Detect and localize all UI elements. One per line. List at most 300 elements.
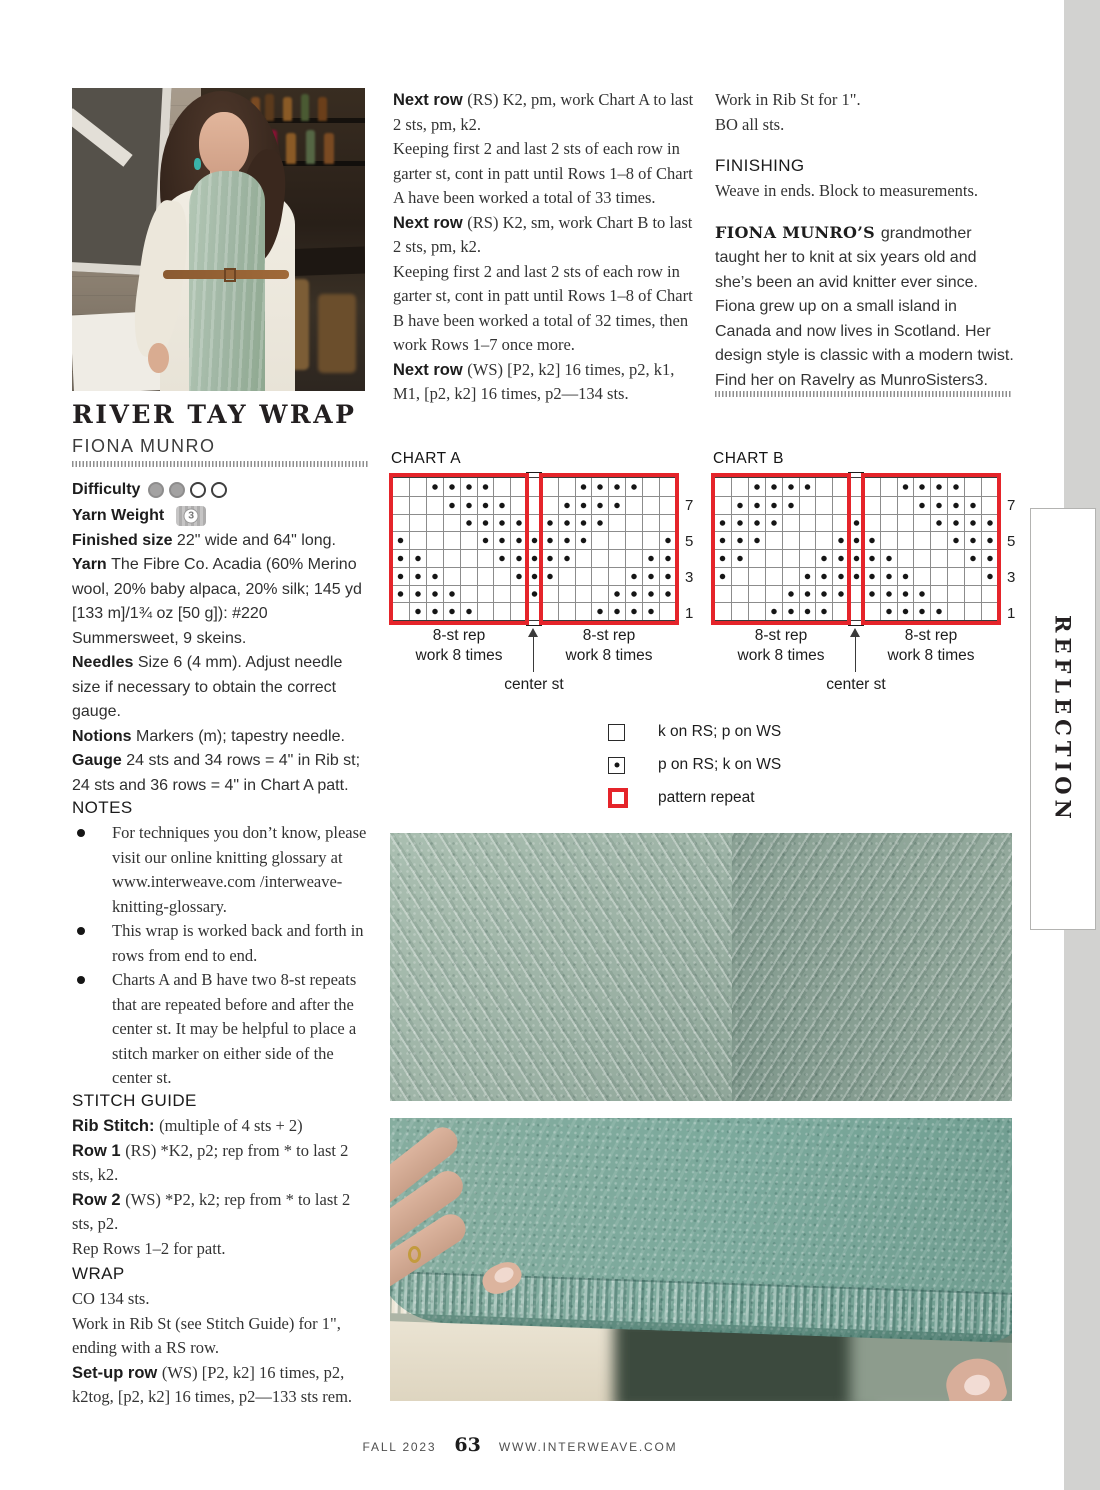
chart-cell: [964, 478, 981, 496]
wrap-paragraph-text: (WS) [P2, k2] 16 times, p2, k2tog, [p2, k2] 16 times, p2—133 sts rem.: [72, 1362, 353, 1406]
chart-cell: [608, 567, 625, 585]
chart-cell: [625, 602, 642, 620]
chart-cell: [981, 567, 998, 585]
legend-label: p on RS; k on WS: [658, 756, 782, 773]
note-item: [72, 968, 372, 1091]
chart-cell: [799, 531, 816, 549]
chart-cell: [897, 602, 914, 620]
chart-cell: [642, 585, 659, 603]
chart-cell: [714, 549, 731, 567]
repeat-caption-line: 8-st rep: [582, 627, 636, 644]
chart-cell: [493, 496, 510, 514]
chart-cell: [815, 567, 832, 585]
chart-cell: [409, 514, 426, 532]
repeat-caption-line: 8-st rep: [904, 627, 958, 644]
photo-bottle: [283, 97, 292, 121]
chart-cell: [541, 478, 558, 496]
chart-cell: [863, 478, 880, 496]
chart-cell: [863, 531, 880, 549]
chart-cell: [964, 567, 981, 585]
chart-cell: [443, 531, 460, 549]
chart-cell: [477, 496, 494, 514]
chart-cell: [981, 585, 998, 603]
chart-row-number: 3: [685, 569, 694, 586]
wrap-paragraph: [72, 1312, 372, 1361]
chart-cell: [392, 531, 409, 549]
chart-cell: [558, 602, 575, 620]
wrap-paragraph-text: Work in Rib St (see Stitch Guide) for 1", ending with a RS row.: [72, 1313, 341, 1357]
chart-cell: [964, 549, 981, 567]
fabric-edge: [390, 1118, 1012, 1344]
stitch-guide-text: (WS) *P2, k2; rep from * to last 2 sts, p2.: [72, 1189, 351, 1233]
chart-cell: [460, 514, 477, 532]
legend-row: [608, 722, 781, 742]
chart-cell: [832, 602, 849, 620]
chart-cell: [964, 585, 981, 603]
chart-cell: [782, 585, 799, 603]
materials-item-text: The Fibre Co. Acadia (60% Merino wool, 20% baby alpaca, 20% silk; 145 yd [133 m]/1¾ oz [50 g]): #220 Summersweet, 9 skeins.: [72, 556, 362, 647]
center-stitch-arrow: [855, 632, 856, 672]
chart-cell: [510, 496, 527, 514]
chart-cell: [575, 514, 592, 532]
chart-cell: [880, 514, 897, 532]
chart-cell: [748, 478, 765, 496]
chart-cell: [460, 585, 477, 603]
photo-bottle: [286, 133, 296, 163]
chart-cell: [765, 585, 782, 603]
photo-model-face: [199, 112, 249, 176]
chart-cell: [880, 496, 897, 514]
chart-cell: [527, 549, 541, 567]
chart-legend: [608, 722, 781, 821]
chart-cell: [714, 514, 731, 532]
chart-cell: [849, 514, 863, 532]
chart-cell: [608, 585, 625, 603]
designer-bio-text: grandmother taught her to knit at six years old and she’s been an avid knitter ever since. Fiona grew up on a small island in Canada and now lives in Scotland. Her design style is classic with a modern twist. Find her on Ravelry as MunroSisters3.: [715, 224, 1014, 389]
chart-cell: [849, 602, 863, 620]
chart-cell: [625, 567, 642, 585]
chart-row-number: 5: [1007, 533, 1016, 550]
chart-cell: [714, 602, 731, 620]
chart-cell: [510, 478, 527, 496]
instructions-body: [393, 88, 701, 407]
chart-cell: [765, 496, 782, 514]
chart-cell: [575, 602, 592, 620]
instruction-lead: Next row: [393, 360, 463, 379]
materials-item-text: 22" wide and 64" long.: [176, 531, 336, 549]
stitch-guide-row: [72, 1139, 372, 1188]
chart-cell: [477, 549, 494, 567]
yarn-weight-label: Yarn Weight: [72, 506, 165, 524]
chart-cell: [443, 549, 460, 567]
chart-cell: [443, 585, 460, 603]
center-stitch-label: center st: [826, 676, 886, 693]
chart-cell: [782, 496, 799, 514]
instruction-paragraph: [393, 358, 701, 407]
gold-ring: [408, 1246, 421, 1263]
chart-cell: [782, 602, 799, 620]
chart-cell: [832, 549, 849, 567]
chart-cell: [947, 549, 964, 567]
chart-cell: [731, 531, 748, 549]
chart-cell: [897, 531, 914, 549]
chart-cell: [849, 549, 863, 567]
chart-cell: [426, 549, 443, 567]
chart-cell: [558, 549, 575, 567]
chart-cell: [558, 585, 575, 603]
footer-website: WWW.INTERWEAVE.COM: [498, 1440, 678, 1454]
chart-cell: [510, 585, 527, 603]
wrap-paragraph: [72, 1287, 372, 1312]
chart-cell: [608, 602, 625, 620]
chart-cell: [477, 585, 494, 603]
chart-cell: [443, 496, 460, 514]
materials-item-text: Size 6 (4 mm). Adjust needle size if necessary to obtain the correct gauge.: [72, 654, 343, 720]
chart-cell: [409, 478, 426, 496]
chart-cell: [981, 531, 998, 549]
chart-cell: [608, 531, 625, 549]
photo-model-hand: [148, 343, 169, 373]
legend-row: [608, 755, 781, 775]
chart-cell: [930, 514, 947, 532]
chart-cell: [409, 585, 426, 603]
chart-cell: [765, 478, 782, 496]
chart-cell: [880, 549, 897, 567]
wrap-heading: WRAP: [72, 1264, 125, 1283]
materials-item: [72, 749, 370, 798]
difficulty-dot: [169, 482, 185, 498]
chart-cell: [832, 496, 849, 514]
instruction-text: Keeping first 2 and last 2 sts of each row in garter st, cont in patt until Rows 1–8 of Chart B have been worked a total of 32 times, then work Rows 1–7 once more.: [393, 261, 693, 354]
chart-cell: [477, 531, 494, 549]
chart-cell: [625, 531, 642, 549]
note-text: This wrap is worked back and forth in rows from end to end.: [112, 921, 364, 965]
chart-cell: [748, 567, 765, 585]
chart-cell: [392, 602, 409, 620]
section-tab-label: REFLECTION: [1050, 614, 1076, 824]
chart-cell: [659, 496, 676, 514]
chart-cell: [409, 567, 426, 585]
chart-cell: [947, 585, 964, 603]
instruction-lead: Next row: [393, 91, 463, 109]
chart-cell: [558, 496, 575, 514]
finishing-column: [715, 88, 1015, 393]
note-text: Charts A and B have two 8-st repeats that are repeated before and after the center st. It may be helpful to place a stitch marker on either side of the center st.: [112, 970, 357, 1087]
chart-cell: [930, 496, 947, 514]
chart-cell: [782, 549, 799, 567]
chart-cell: [510, 567, 527, 585]
chart-cell: [765, 602, 782, 620]
pattern-author: FIONA MUNRO: [72, 436, 216, 456]
chart-cell: [897, 585, 914, 603]
chart-cell: [913, 496, 930, 514]
chart-a: [391, 450, 711, 700]
chart-cell: [981, 514, 998, 532]
notes-list: [72, 821, 372, 1091]
page-footer: [0, 1434, 1040, 1456]
chart-cell: [659, 514, 676, 532]
chart-cell: [575, 549, 592, 567]
chart-cell: [815, 496, 832, 514]
chart-cell: [782, 514, 799, 532]
model-photo: [72, 88, 365, 391]
materials-item-lead: Needles: [72, 654, 134, 671]
materials-item-text: Markers (m); tapestry needle.: [136, 727, 345, 745]
chart-cell: [493, 567, 510, 585]
repeat-caption-line: 8-st rep: [754, 627, 808, 644]
chart-row-number: 1: [1007, 605, 1016, 622]
chart-cell: [913, 585, 930, 603]
photo-chair: [318, 294, 356, 373]
stitch-guide-text: (multiple of 4 sts + 2): [159, 1116, 303, 1135]
chart-cell: [625, 549, 642, 567]
chart-cell: [591, 602, 608, 620]
chart-cell: [981, 549, 998, 567]
stitch-guide-heading: STITCH GUIDE: [72, 1091, 197, 1110]
photo-earring: [194, 158, 202, 171]
chart-cell: [575, 496, 592, 514]
chart-b-title: CHART B: [713, 450, 784, 467]
repeat-caption: [389, 626, 529, 666]
chart-cell: [659, 567, 676, 585]
chart-cell: [815, 585, 832, 603]
legend-dot-symbol: [608, 757, 625, 774]
note-item: [72, 821, 372, 919]
chart-cell: [849, 531, 863, 549]
footer-season: FALL 2023: [362, 1440, 437, 1454]
chart-cell: [897, 496, 914, 514]
chart-cell: [591, 514, 608, 532]
chart-cell: [477, 478, 494, 496]
stitch-guide-row: [72, 1237, 372, 1262]
chart-cell: [880, 531, 897, 549]
chart-cell: [541, 585, 558, 603]
chart-cell: [659, 478, 676, 496]
chart-cell: [748, 585, 765, 603]
materials-item: [72, 725, 370, 750]
chart-cell: [575, 478, 592, 496]
chart-cell: [392, 585, 409, 603]
repeat-caption: [539, 626, 679, 666]
chart-a-title: CHART A: [391, 450, 462, 467]
chart-cell: [930, 549, 947, 567]
chart-cell: [409, 531, 426, 549]
notes-heading: NOTES: [72, 798, 133, 817]
chart-cell: [625, 478, 642, 496]
instruction-text: (RS) K2, pm, work Chart A to last 2 sts, pm, k2.: [393, 90, 694, 134]
difficulty-rating: [148, 482, 232, 498]
chart-cell: [477, 514, 494, 532]
chart-cell: [527, 567, 541, 585]
chart-cell: [849, 567, 863, 585]
chart-cell: [913, 514, 930, 532]
chart-cell: [832, 585, 849, 603]
materials-item-lead: Gauge: [72, 752, 122, 769]
chart-cell: [897, 549, 914, 567]
chart-cell: [897, 478, 914, 496]
yarn-weight-row: [72, 503, 370, 529]
instruction-paragraph: [393, 211, 701, 260]
note-text: For techniques you don’t know, please visit our online knitting glossary at www.interweave.com /interweave-knitting-glossary.: [112, 823, 367, 916]
instruction-paragraph: [393, 260, 701, 358]
chart-cell: [625, 514, 642, 532]
chart-cell: [426, 602, 443, 620]
chart-cell: [443, 602, 460, 620]
chart-cell: [510, 549, 527, 567]
chart-cell: [591, 478, 608, 496]
chart-cell: [477, 567, 494, 585]
chart-cell: [799, 514, 816, 532]
chart-cell: [799, 567, 816, 585]
materials-item-lead: Notions: [72, 727, 132, 745]
chart-cell: [608, 549, 625, 567]
chart-cell: [714, 478, 731, 496]
chart-cell: [527, 585, 541, 603]
chart-cell: [642, 602, 659, 620]
chart-cell: [930, 585, 947, 603]
chart-cell: [930, 602, 947, 620]
chart-cell: [392, 549, 409, 567]
instructions-column: [393, 88, 701, 407]
chart-cell: [947, 602, 964, 620]
center-stitch-label: center st: [504, 676, 564, 693]
chart-cell: [981, 496, 998, 514]
chart-cell: [541, 549, 558, 567]
stitch-guide-lead: Row 2: [72, 1190, 121, 1209]
chart-cell: [947, 478, 964, 496]
instruction-paragraph: [393, 137, 701, 211]
chart-cell: [625, 496, 642, 514]
chart-cell: [897, 567, 914, 585]
chart-cell: [460, 496, 477, 514]
chart-cell: [832, 531, 849, 549]
chart-cell: [642, 514, 659, 532]
chart-cell: [608, 514, 625, 532]
stitch-guide-text: (RS) *K2, p2; rep from * to last 2 sts, k2.: [72, 1140, 349, 1184]
chart-cell: [659, 531, 676, 549]
chart-cell: [541, 567, 558, 585]
materials-item: [72, 651, 370, 725]
chart-cell: [714, 496, 731, 514]
chart-cell: [558, 478, 575, 496]
chart-cell: [510, 531, 527, 549]
chart-cell: [964, 531, 981, 549]
chart-cell: [947, 567, 964, 585]
chart-cell: [460, 478, 477, 496]
chart-row-number: 5: [685, 533, 694, 550]
chart-cell: [392, 496, 409, 514]
instruction-line: Work in Rib St for 1".: [715, 90, 861, 109]
chart-cell: [731, 585, 748, 603]
section-tab: [1030, 508, 1096, 930]
materials-list: [72, 529, 370, 799]
instruction-line: BO all sts.: [715, 114, 785, 134]
chart-cell: [642, 478, 659, 496]
chart-cell: [409, 496, 426, 514]
designer-bio-lead: FIONA MUNRO’S: [715, 222, 875, 242]
chart-cell: [731, 567, 748, 585]
chart-cell: [863, 514, 880, 532]
photo-belt-buckle: [224, 268, 236, 282]
chart-a-grid: [391, 477, 677, 621]
difficulty-dot: [190, 482, 206, 498]
chart-cell: [782, 478, 799, 496]
chart-cell: [880, 602, 897, 620]
materials-item: [72, 529, 370, 554]
pattern-title: RIVER TAY WRAP: [72, 400, 357, 429]
chart-row-number: 3: [1007, 569, 1016, 586]
chart-cell: [443, 567, 460, 585]
separator-rule: [72, 461, 368, 467]
wrap-paragraph-text: CO 134 sts.: [72, 1289, 150, 1308]
chart-cell: [426, 496, 443, 514]
chart-cell: [832, 514, 849, 532]
yarn-weight-icon: [176, 506, 206, 526]
chart-cell: [913, 478, 930, 496]
chart-cell: [714, 567, 731, 585]
photo-bottle: [265, 94, 274, 121]
chart-cell: [799, 549, 816, 567]
yarn-weight-number: 3: [184, 508, 199, 523]
stitch-guide-row: [72, 1188, 372, 1237]
chart-cell: [443, 514, 460, 532]
chart-cell: [608, 478, 625, 496]
chart-cell: [541, 514, 558, 532]
materials-item-lead: Finished size: [72, 531, 173, 549]
chart-cell: [913, 602, 930, 620]
repeat-caption-line: work 8 times: [565, 647, 653, 664]
chart-cell: [558, 531, 575, 549]
chart-b-grid: [713, 477, 999, 621]
chart-cell: [591, 567, 608, 585]
chart-cell: [642, 496, 659, 514]
chart-cell: [815, 549, 832, 567]
chart-cell: [460, 567, 477, 585]
chart-cell: [443, 478, 460, 496]
chart-cell: [880, 585, 897, 603]
chart-cell: [642, 549, 659, 567]
chart-cell: [575, 585, 592, 603]
chart-cell: [527, 514, 541, 532]
chart-cell: [930, 567, 947, 585]
legend-row: [608, 788, 781, 808]
chart-cell: [510, 602, 527, 620]
note-item: [72, 919, 372, 968]
chart-cell: [964, 514, 981, 532]
difficulty-dot: [211, 482, 227, 498]
chart-cell: [748, 531, 765, 549]
chart-cell: [897, 514, 914, 532]
chart-cell: [748, 549, 765, 567]
chart-cell: [765, 531, 782, 549]
chart-cell: [426, 531, 443, 549]
stitch-guide-row: [72, 1114, 372, 1139]
photo-bottle: [306, 130, 315, 163]
chart-cell: [731, 496, 748, 514]
chart-cell: [558, 567, 575, 585]
designer-bio: [715, 221, 1015, 394]
repeat-caption-line: work 8 times: [887, 647, 975, 664]
materials-item: [72, 553, 370, 651]
instruction-text: (RS) K2, sm, work Chart B to last 2 sts, pm, k2.: [393, 212, 693, 256]
legend-repeat-symbol: [608, 788, 628, 808]
chart-cell: [642, 531, 659, 549]
chart-cell: [863, 567, 880, 585]
chart-cell: [541, 496, 558, 514]
legend-label: pattern repeat: [658, 789, 755, 806]
chart-cell: [799, 602, 816, 620]
instruction-paragraph: [393, 88, 701, 137]
